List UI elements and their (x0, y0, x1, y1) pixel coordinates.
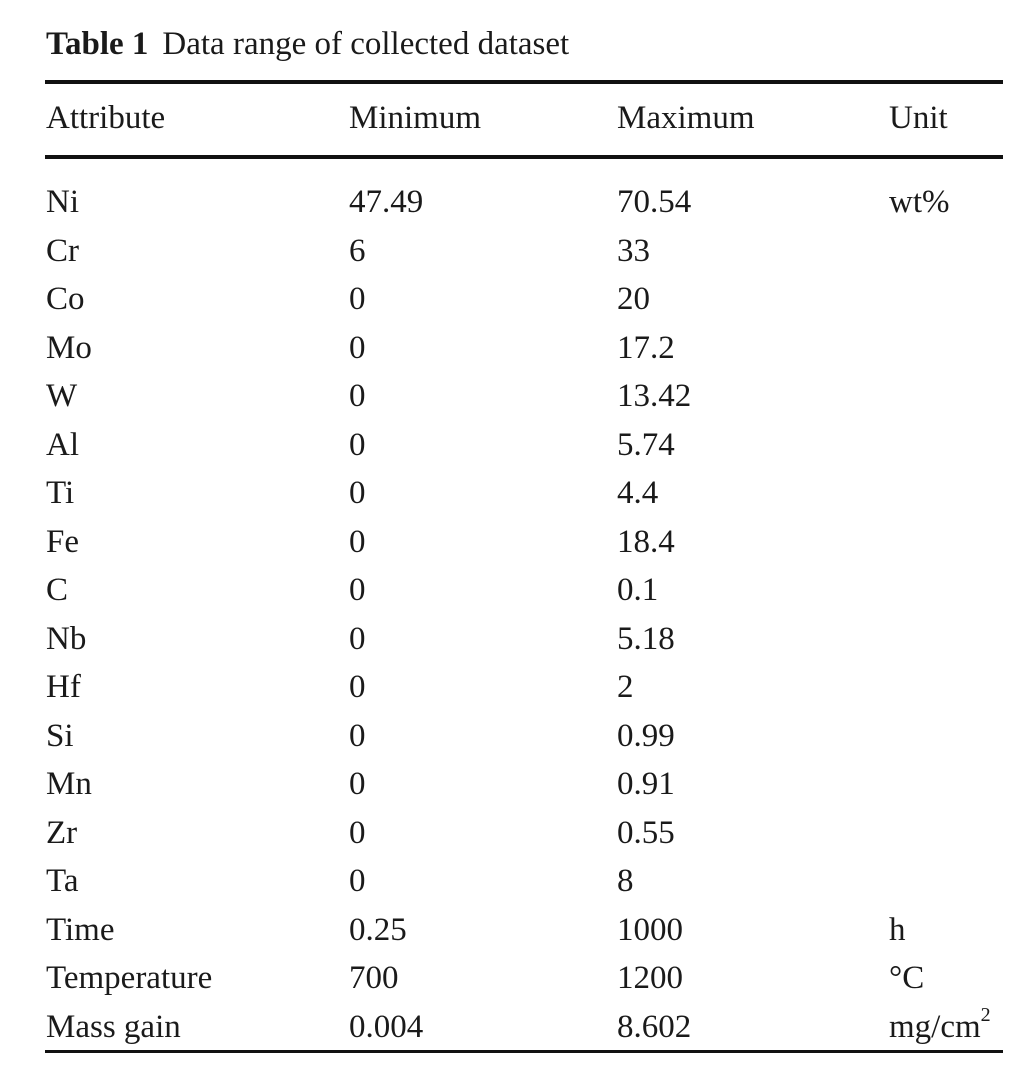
cell-minimum: 0 (349, 572, 366, 608)
cell-unit: h (889, 911, 906, 948)
cell-maximum: 1000 (617, 911, 683, 948)
table-top-rule (45, 80, 1003, 84)
cell-minimum: 0 (349, 669, 366, 705)
cell-minimum: 0 (349, 281, 366, 317)
cell-maximum: 70.54 (617, 184, 692, 220)
cell-maximum: 0.91 (617, 766, 675, 802)
table-row (0, 956, 1027, 1005)
cell-minimum: 0 (349, 863, 366, 899)
cell-unit: wt% (889, 184, 950, 220)
cell-attribute: Time (46, 911, 115, 948)
cell-attribute: Cr (46, 232, 79, 269)
cell-attribute: Co (46, 281, 85, 317)
table-header-row (0, 96, 1027, 140)
cell-attribute: Zr (46, 814, 78, 851)
cell-maximum: 5.74 (617, 426, 675, 463)
cell-minimum: 47.49 (349, 184, 424, 220)
table-row (0, 908, 1027, 957)
table-row (0, 229, 1027, 278)
table-caption (46, 24, 569, 64)
cell-maximum: 1200 (617, 960, 683, 996)
header-maximum: Maximum (617, 100, 755, 136)
cell-unit: °C (889, 960, 925, 996)
cell-minimum: 0.25 (349, 911, 407, 948)
unit-superscript: 2 (980, 1003, 991, 1026)
cell-attribute: Al (46, 426, 79, 463)
cell-maximum: 0.55 (617, 814, 675, 851)
table-row (0, 374, 1027, 423)
table-row (0, 471, 1027, 520)
table-caption-label: Table 1 (46, 26, 149, 62)
cell-minimum: 0 (349, 717, 366, 754)
table-row (0, 811, 1027, 860)
cell-attribute: Temperature (46, 960, 213, 996)
cell-attribute: Hf (46, 669, 81, 705)
cell-attribute: Mass gain (46, 1008, 181, 1045)
cell-maximum: 20 (617, 281, 650, 317)
cell-minimum: 0 (349, 329, 366, 366)
table-row (0, 1005, 1027, 1054)
cell-minimum: 0 (349, 766, 366, 802)
cell-minimum: 700 (349, 960, 399, 996)
table-row (0, 859, 1027, 908)
cell-maximum: 4.4 (617, 475, 659, 511)
cell-maximum: 8.602 (617, 1008, 692, 1045)
table-row (0, 520, 1027, 569)
cell-minimum: 0.004 (349, 1008, 424, 1045)
cell-minimum: 0 (349, 378, 366, 414)
cell-maximum: 13.42 (617, 378, 692, 414)
cell-attribute: Ni (46, 184, 79, 220)
table-row (0, 665, 1027, 714)
cell-maximum: 0.1 (617, 572, 659, 608)
table-row (0, 762, 1027, 811)
cell-attribute: Fe (46, 523, 79, 560)
cell-minimum: 0 (349, 620, 366, 657)
table-row (0, 326, 1027, 375)
cell-maximum: 18.4 (617, 523, 675, 560)
table-row (0, 180, 1027, 229)
header-minimum: Minimum (349, 100, 482, 136)
cell-attribute: C (46, 572, 69, 608)
cell-minimum: 6 (349, 232, 366, 269)
cell-attribute: W (46, 378, 78, 414)
table-header-rule (45, 155, 1003, 159)
cell-attribute: Si (46, 717, 74, 754)
table-bottom-rule (45, 1050, 1003, 1053)
cell-attribute: Ta (46, 863, 79, 899)
cell-maximum: 0.99 (617, 717, 675, 754)
cell-maximum: 17.2 (617, 329, 675, 366)
cell-unit: $mg/cm^2$ (889, 1003, 991, 1045)
header-attribute: Attribute (46, 100, 166, 136)
cell-maximum: 5.18 (617, 620, 675, 657)
cell-minimum: 0 (349, 523, 366, 560)
table-body (0, 180, 1027, 1053)
cell-maximum: 2 (617, 669, 634, 705)
cell-maximum: 8 (617, 863, 634, 899)
cell-maximum: 33 (617, 232, 650, 269)
cell-minimum: 0 (349, 426, 366, 463)
table-row (0, 277, 1027, 326)
cell-attribute: Mn (46, 766, 92, 802)
table-row (0, 617, 1027, 666)
header-unit: Unit (889, 100, 948, 136)
cell-attribute: Ti (46, 475, 75, 511)
table-row (0, 568, 1027, 617)
cell-attribute: Nb (46, 620, 87, 657)
cell-minimum: 0 (349, 475, 366, 511)
table-row (0, 423, 1027, 472)
table-row (0, 714, 1027, 763)
cell-minimum: 0 (349, 814, 366, 851)
cell-attribute: Mo (46, 329, 92, 366)
table-caption-text: Data range of collected dataset (162, 26, 570, 62)
